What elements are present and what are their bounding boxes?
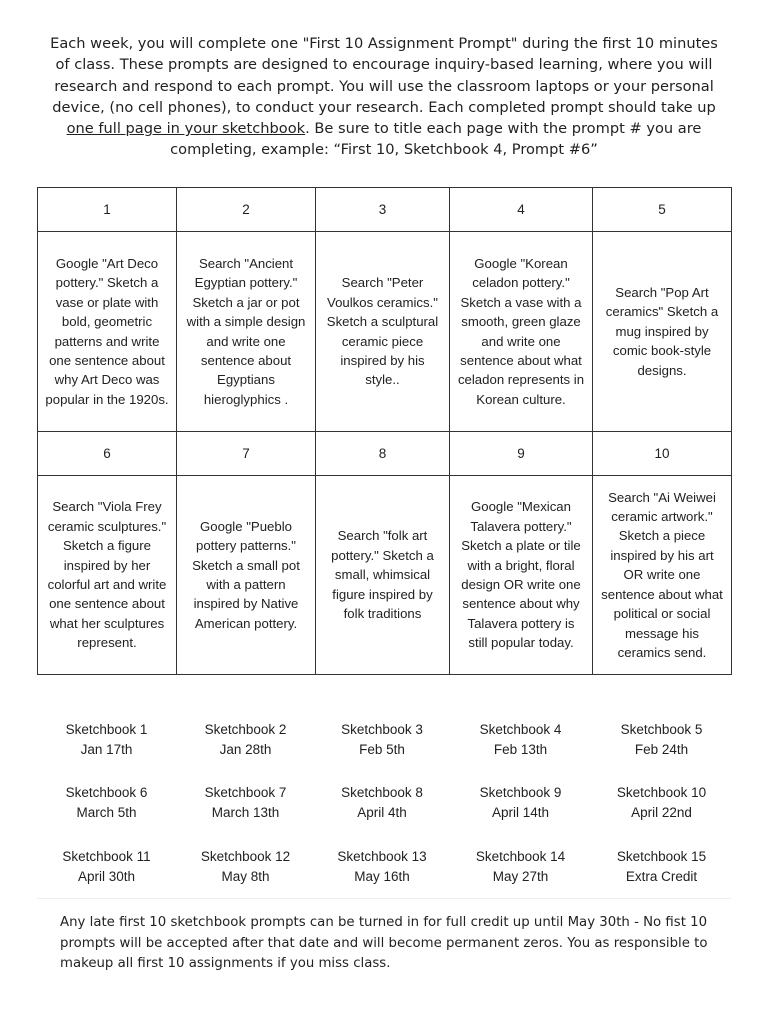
sketchbook-name: Sketchbook 7 (204, 785, 287, 800)
sketchbook-name: Sketchbook 9 (479, 785, 562, 800)
sketchbook-name: Sketchbook 6 (65, 785, 148, 800)
prompt-text: Search "Peter Voulkos ceramics." Sketch a sculptural ceramic piece inspired by his style.. (316, 232, 450, 432)
sketchbook-schedule (37, 705, 731, 899)
due-date: April 22nd (631, 804, 692, 820)
due-date: Jan 28th (219, 741, 272, 757)
sketchbook-name: Sketchbook 5 (620, 722, 703, 737)
schedule-item (176, 783, 315, 822)
due-date: Feb 5th (359, 741, 405, 757)
prompt-number: 2 (177, 188, 316, 232)
schedule-row (37, 720, 731, 759)
due-date: April 30th (77, 868, 136, 884)
due-date: April 14th (491, 804, 550, 820)
intro-text: Each week, you will complete one "First 10 Assignment Prompt" during the first 10 minutes of class. These prompts are designed to encourage inquiry-based learning, where you will research and respond to each prompt. You will use the classroom laptops or your personal device, (no cell phones), to conduct your research. Each completed prompt should take up (50, 35, 718, 116)
intro-text-end: . Be sure to title each page with the prompt # you are completing, example: “First 10, Sketchbook 4, Prompt #6” (170, 120, 702, 159)
due-date: Extra Credit (625, 868, 698, 884)
schedule-item (449, 847, 592, 886)
prompt-number: 3 (316, 188, 450, 232)
schedule-item (176, 720, 315, 759)
sketchbook-name: Sketchbook 3 (341, 722, 423, 737)
sketchbook-name: Sketchbook 8 (341, 785, 423, 800)
schedule-item (37, 720, 176, 759)
prompt-text: Google "Korean celadon pottery." Sketch a vase with a smooth, green glaze and write one sentence about what celadon represents in Korean culture. (450, 232, 593, 432)
schedule-row (37, 783, 731, 822)
sketchbook-name: Sketchbook 14 (475, 849, 566, 864)
prompt-text: Search "Pop Art ceramics" Sketch a mug inspired by comic book-style designs. (593, 232, 732, 432)
prompt-number-row (38, 188, 732, 232)
prompt-text: Search "Ancient Egyptian pottery." Sketch a jar or pot with a simple design and write one sentence about Egyptians hieroglyphics . (177, 232, 316, 432)
due-date: March 5th (76, 804, 137, 820)
prompt-number: 10 (593, 432, 732, 476)
prompt-text: Search "Viola Frey ceramic sculptures." Sketch a figure inspired by her colorful art and write one sentence about what her sculptures represent. (38, 476, 177, 675)
intro-underlined-text: one full page in your sketchbook (66, 120, 306, 138)
schedule-item (176, 847, 315, 886)
prompt-text-row (38, 232, 732, 432)
sketchbook-name: Sketchbook 4 (479, 722, 562, 737)
due-date: Jan 17th (80, 741, 133, 757)
schedule-item (449, 783, 592, 822)
prompt-number: 7 (177, 432, 316, 476)
prompt-text-row (38, 476, 732, 675)
sketchbook-name: Sketchbook 10 (616, 785, 707, 800)
prompts-table (37, 187, 732, 675)
schedule-item (592, 720, 731, 759)
prompt-text: Google "Mexican Talavera pottery." Sketch a plate or tile with a bright, floral design OR write one sentence about why Talavera pottery is still popular today. (450, 476, 593, 675)
prompt-number-row (38, 432, 732, 476)
prompt-number: 4 (450, 188, 593, 232)
late-policy-note: Any late first 10 sketchbook prompts can be turned in for full credit up until May 30th - No fist 10 prompts will be accepted after that date and will become permanent zeros. You as responsible to makeup all first 10 assignments if you miss class. (60, 915, 708, 971)
prompt-number: 9 (450, 432, 593, 476)
due-date: April 4th (357, 804, 407, 820)
schedule-item (37, 783, 176, 822)
sketchbook-name: Sketchbook 1 (65, 722, 148, 737)
prompt-number: 1 (38, 188, 177, 232)
schedule-row (37, 847, 731, 886)
prompt-text: Search "Ai Weiwei ceramic artwork." Sketch a piece inspired by his art OR write one sentence about what political or social message his ceramics send. (593, 476, 732, 675)
prompt-number: 6 (38, 432, 177, 476)
sketchbook-name: Sketchbook 15 (616, 849, 707, 864)
schedule-item (315, 847, 449, 886)
schedule-item (315, 783, 449, 822)
due-date: May 27th (492, 868, 549, 884)
schedule-item (592, 847, 731, 886)
prompt-text: Google "Art Deco pottery." Sketch a vase or plate with bold, geometric patterns and write one sentence about why Art Deco was popular in the 1920s. (38, 232, 177, 432)
due-date: Feb 13th (493, 741, 548, 757)
prompt-number: 5 (593, 188, 732, 232)
schedule-item (37, 847, 176, 886)
prompt-number: 8 (316, 432, 450, 476)
intro-paragraph (46, 33, 722, 161)
prompt-text: Google "Pueblo pottery patterns." Sketch a small pot with a pattern inspired by Native American pottery. (177, 476, 316, 675)
due-date: Feb 24th (634, 741, 689, 757)
due-date: May 16th (354, 868, 410, 884)
sketchbook-name: Sketchbook 11 (62, 849, 151, 864)
schedule-item (315, 720, 449, 759)
sketchbook-name: Sketchbook 2 (204, 722, 287, 737)
schedule-item (592, 783, 731, 822)
sketchbook-name: Sketchbook 12 (200, 849, 291, 864)
due-date: May 8th (221, 868, 270, 884)
sketchbook-name: Sketchbook 13 (337, 849, 427, 864)
prompt-text: Search "folk art pottery." Sketch a small, whimsical figure inspired by folk traditions (316, 476, 450, 675)
schedule-item (449, 720, 592, 759)
due-date: March 13th (211, 804, 280, 820)
